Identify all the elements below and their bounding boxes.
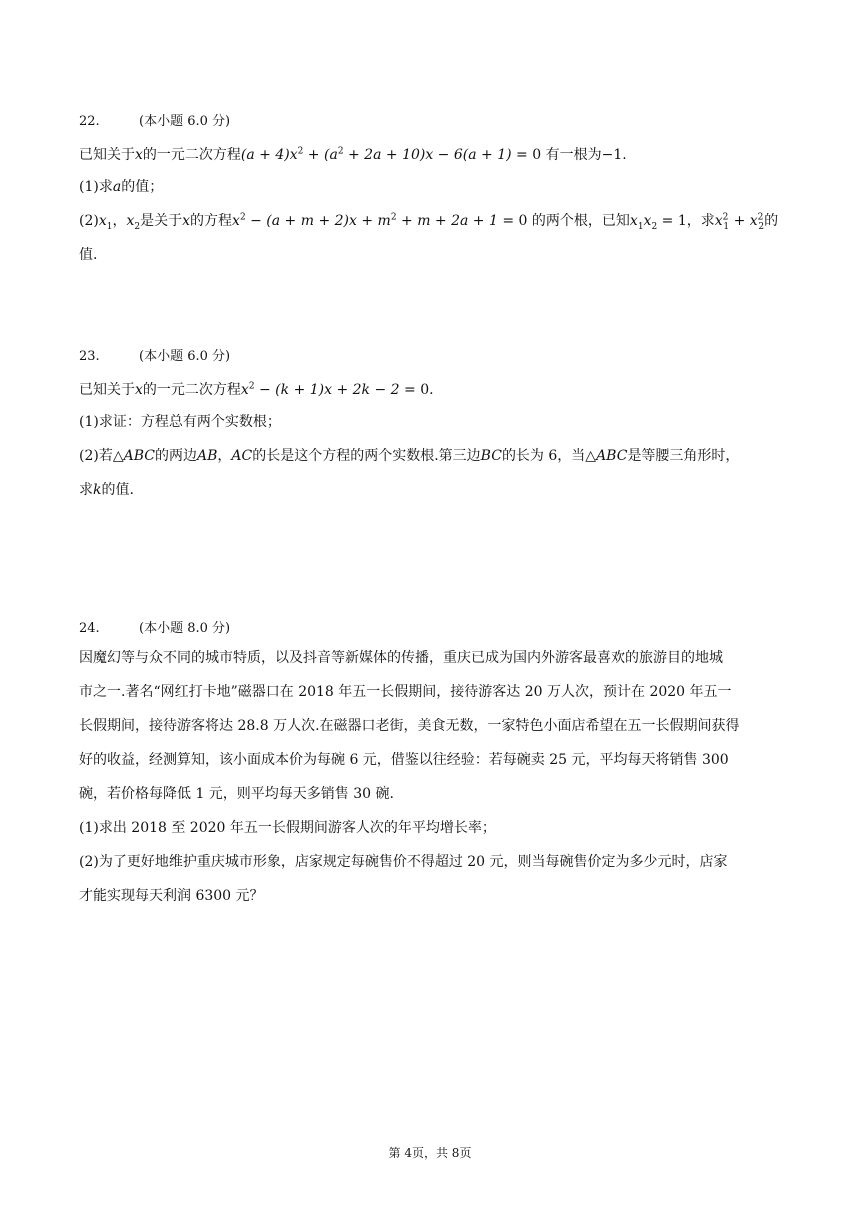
problem-23-question-1: (1)求证：方程总有两个实数根；: [79, 414, 281, 430]
problem-score: (本小题 6.0 分): [139, 114, 231, 129]
problem-24-question-1: (1)求出 2018 至 2020 年五一长假期间游客人次的年平均增长率；: [79, 820, 496, 836]
problem-number: 22.: [79, 114, 100, 129]
problem-24-question-2: (2)为了更好地维护重庆城市形象，店家规定每碗售价不得超过 20 元，则当每碗售价定为多少元时，店家: [79, 854, 728, 870]
problem-number: 24.: [79, 621, 100, 636]
problem-24-stem-line: 碗，若价格每降低 1 元，则平均每天多销售 30 碗.: [79, 786, 394, 802]
problem-number: 23.: [79, 349, 100, 364]
problem-22-question-2: $(2)x_1$，$x_2$是关于x的方程$x^2 - (a + m + 2)x + m^2 + m + 2a + 1 = 0$ 的两个根，已知$x_1x_2 = 1$，求$x^2_1 + x^2_2$的: [79, 212, 779, 232]
problem-23-question-2-cont: 求k的值.: [79, 482, 134, 498]
problem-23-stem: 已知关于x的一元二次方程$x^2 - (k + 1)x + 2k - 2 = 0$.: [79, 381, 434, 398]
problem-22-header: [79, 112, 785, 132]
problem-24-stem-line: 市之一.著名“网红打卡地”磁器口在 2018 年五一长假期间，接待游客达 20 万人次，预计在 2020 年五一: [79, 684, 732, 700]
problem-24-header: [79, 619, 785, 639]
problem-23: [79, 347, 785, 500]
problem-22-stem: 已知关于x的一元二次方程$(a + 4)x^2 + (a^2 + 2a + 10)x - 6(a + 1) = 0$ 有一根为−1.: [79, 146, 627, 163]
page-footer: 第 4页，共 8页: [388, 1146, 472, 1160]
problem-23-header: [79, 347, 785, 367]
problem-24-stem-line: 好的收益，经测算知，该小面成本价为每碗 6 元，借鉴以往经验：若每碗卖 25 元，平均每天将销售 300: [79, 752, 729, 768]
problem-24: [79, 619, 785, 906]
problem-22-question-2-cont: 值.: [79, 247, 98, 263]
problem-24-stem-line: 长假期间，接待游客将达 28.8 万人次.在磁器口老街，美食无数，一家特色小面店希望在五一长假期间获得: [79, 718, 740, 734]
problem-24-question-2-cont: 才能实现每天利润 6300 元？: [79, 888, 264, 904]
problem-24-stem-line: 因魔幻等与众不同的城市特质，以及抖音等新媒体的传播，重庆已成为国内外游客最喜欢的旅游目的地城: [79, 650, 723, 666]
problem-score: (本小题 6.0 分): [139, 349, 231, 364]
problem-22: [79, 112, 785, 265]
problem-score: (本小题 8.0 分): [139, 621, 231, 636]
problem-23-question-2: (2)若△ABC的两边AB，AC的长是这个方程的两个实数根.第三边BC的长为 6，当△ABC是等腰三角形时，: [79, 448, 740, 464]
problem-22-question-1: (1)求a的值；: [79, 179, 164, 195]
